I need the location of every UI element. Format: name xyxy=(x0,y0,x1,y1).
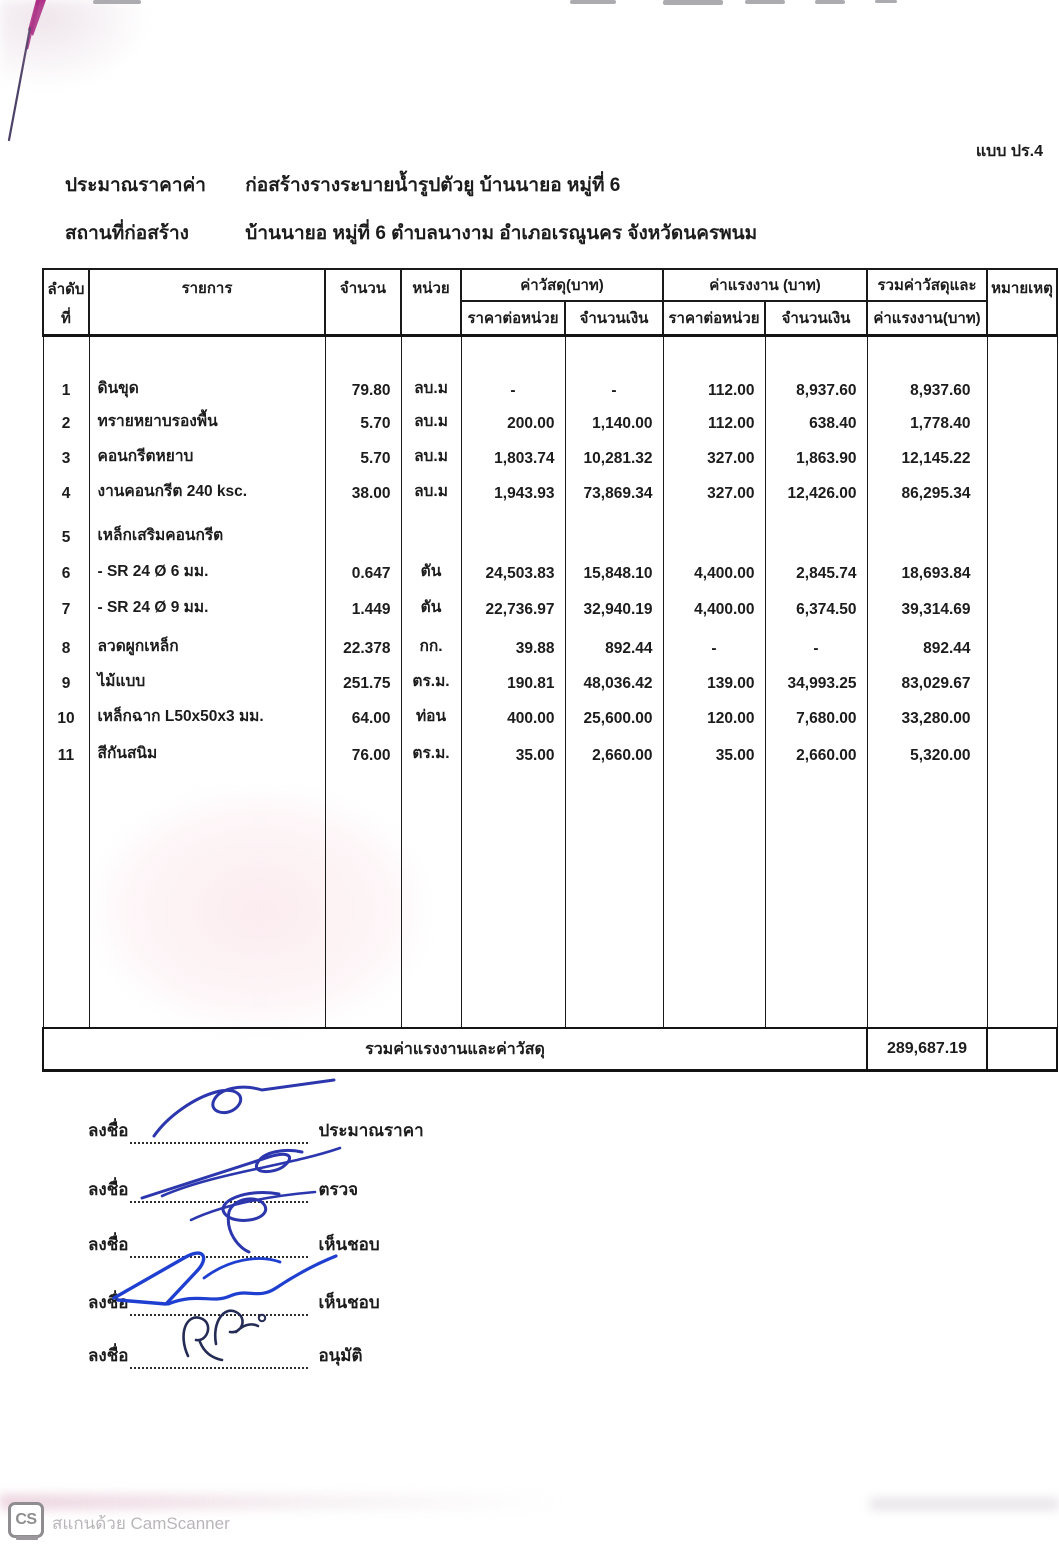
cell-note xyxy=(987,438,1057,473)
scan-smudge xyxy=(0,1494,560,1510)
table-row xyxy=(43,405,1057,438)
table-row xyxy=(43,733,1057,770)
col-header-no xyxy=(43,269,89,335)
cell-item: สีกันสนิม xyxy=(89,733,325,770)
summary-label: รวมค่าแรงงานและค่าวัสดุ xyxy=(43,1028,867,1071)
cost-estimate-table xyxy=(42,268,1056,1072)
cell-no: 10 xyxy=(43,698,89,733)
cell-lab-amount: 7,680.00 xyxy=(765,698,867,733)
cell-mat-amount: 32,940.19 xyxy=(565,588,663,624)
scan-edge-mark xyxy=(745,0,785,4)
cell-lab-amount: - xyxy=(765,624,867,663)
cell-total: 33,280.00 xyxy=(867,698,987,733)
summary-note xyxy=(987,1028,1057,1071)
cell-lab-amount: 6,374.50 xyxy=(765,588,867,624)
sign-label: ลงชื่อ xyxy=(88,1346,129,1365)
table-row xyxy=(43,698,1057,733)
cell-no: 11 xyxy=(43,733,89,770)
table-row xyxy=(43,508,1057,552)
col-header-total-line2: ค่าแรงงาน(บาท) xyxy=(867,301,987,335)
cell-total: 8,937.60 xyxy=(867,335,987,405)
estimate-title-line xyxy=(65,170,620,200)
cell-total: 86,295.34 xyxy=(867,473,987,508)
signature-role: ประมาณราคา xyxy=(318,1121,424,1140)
location-value: บ้านนายอ หมู่ที่ 6 ตำบลนางาม อำเภอเรณูนคร จังหวัดนครพนม xyxy=(245,223,758,244)
col-header-mat-amount: จำนวนเงิน xyxy=(565,301,663,335)
cell-mat-amount: 892.44 xyxy=(565,624,663,663)
col-header-mat-unit-price: ราคาต่อหน่วย xyxy=(461,301,565,335)
cell-unit: ลบ.ม xyxy=(401,473,461,508)
cell-mat-unit-price: 22,736.97 xyxy=(461,588,565,624)
cell-note xyxy=(987,335,1057,405)
cell-no: 6 xyxy=(43,552,89,588)
cell-unit: ท่อน xyxy=(401,698,461,733)
cell-lab-amount: 2,845.74 xyxy=(765,552,867,588)
cell-note xyxy=(987,473,1057,508)
cell-mat-amount: 48,036.42 xyxy=(565,663,663,698)
cell-unit: ลบ.ม xyxy=(401,405,461,438)
cell-note xyxy=(987,508,1057,552)
cell-mat-amount: 73,869.34 xyxy=(565,473,663,508)
cell-unit: ตัน xyxy=(401,552,461,588)
cell-qty: 76.00 xyxy=(325,733,401,770)
table-summary-row xyxy=(43,1028,1057,1071)
cell-lab-amount xyxy=(765,508,867,552)
cell-no: 5 xyxy=(43,508,89,552)
cell-lab-unit-price: 112.00 xyxy=(663,335,765,405)
cell-no: 1 xyxy=(43,335,89,405)
cell-note xyxy=(987,698,1057,733)
cell-note xyxy=(987,552,1057,588)
scan-edge-mark xyxy=(570,0,616,4)
cell-mat-amount: 15,848.10 xyxy=(565,552,663,588)
cell-lab-amount: 8,937.60 xyxy=(765,335,867,405)
cell-lab-amount: 12,426.00 xyxy=(765,473,867,508)
sign-label: ลงชื่อ xyxy=(88,1235,129,1254)
camscanner-logo xyxy=(8,1502,44,1538)
signature-line-approver xyxy=(88,1343,363,1369)
cell-total: 12,145.22 xyxy=(867,438,987,473)
signature-line-estimator xyxy=(88,1118,424,1144)
cell-total xyxy=(867,508,987,552)
table-row xyxy=(43,588,1057,624)
cell-total: 39,314.69 xyxy=(867,588,987,624)
cell-lab-unit-price: 327.00 xyxy=(663,473,765,508)
cell-item: ทรายหยาบรองพื้น xyxy=(89,405,325,438)
table-row xyxy=(43,624,1057,663)
cell-mat-amount: 1,140.00 xyxy=(565,405,663,438)
signature-role: ตรวจ xyxy=(318,1180,359,1199)
cell-total: 5,320.00 xyxy=(867,733,987,770)
table-row xyxy=(43,438,1057,473)
cell-mat-amount xyxy=(565,508,663,552)
cell-qty: 5.70 xyxy=(325,438,401,473)
cell-note xyxy=(987,588,1057,624)
signature-dotted-line xyxy=(130,1294,308,1316)
col-header-total-line1: รวมค่าวัสดุและ xyxy=(867,269,987,301)
cell-item: ลวดผูกเหล็ก xyxy=(89,624,325,663)
col-header-unit: หน่วย xyxy=(401,269,461,335)
cell-total: 83,029.67 xyxy=(867,663,987,698)
estimate-title-label: ประมาณราคาค่า xyxy=(65,175,206,196)
col-header-item: รายการ xyxy=(89,269,325,335)
cell-mat-unit-price: 1,803.74 xyxy=(461,438,565,473)
signature-role: เห็นชอบ xyxy=(318,1235,380,1254)
cell-qty xyxy=(325,508,401,552)
signature-dotted-line xyxy=(130,1122,308,1144)
scan-edge-mark xyxy=(93,0,141,4)
cell-lab-unit-price xyxy=(663,508,765,552)
signature-dotted-line xyxy=(130,1181,308,1203)
signature-dotted-line xyxy=(130,1347,308,1369)
cell-item: ไม้แบบ xyxy=(89,663,325,698)
cell-note xyxy=(987,733,1057,770)
location-line xyxy=(65,218,757,248)
cell-no: 3 xyxy=(43,438,89,473)
table-row xyxy=(43,473,1057,508)
cell-unit: ลบ.ม xyxy=(401,335,461,405)
sign-label: ลงชื่อ xyxy=(88,1121,129,1140)
cell-no: 2 xyxy=(43,405,89,438)
cell-qty: 0.647 xyxy=(325,552,401,588)
estimate-title-value: ก่อสร้างรางระบายน้ำรูปตัวยู บ้านนายอ หมู่ที่ 6 xyxy=(245,175,621,196)
cell-mat-amount: 2,660.00 xyxy=(565,733,663,770)
cell-no: 4 xyxy=(43,473,89,508)
cell-lab-unit-price: 4,400.00 xyxy=(663,588,765,624)
cell-qty: 22.378 xyxy=(325,624,401,663)
cell-note xyxy=(987,405,1057,438)
signature-line-endorser-1 xyxy=(88,1232,380,1258)
pen-mark-artifact xyxy=(0,0,70,150)
cell-qty: 79.80 xyxy=(325,335,401,405)
cell-unit xyxy=(401,508,461,552)
summary-value: 289,687.19 xyxy=(867,1028,987,1071)
cell-item: เหล็กเสริมคอนกรีต xyxy=(89,508,325,552)
cell-lab-unit-price: 35.00 xyxy=(663,733,765,770)
cell-mat-unit-price: 1,943.93 xyxy=(461,473,565,508)
cell-mat-amount: 25,600.00 xyxy=(565,698,663,733)
col-header-lab-unit-price: ราคาต่อหน่วย xyxy=(663,301,765,335)
cell-item: เหล็กฉาก L50x50x3 มม. xyxy=(89,698,325,733)
scan-edge-mark xyxy=(663,0,723,5)
cell-unit: ลบ.ม xyxy=(401,438,461,473)
form-code: แบบ ปร.4 xyxy=(975,143,1043,160)
cell-qty: 1.449 xyxy=(325,588,401,624)
camscanner-watermark-text: สแกนด้วย CamScanner xyxy=(52,1514,230,1533)
table-header-row-1 xyxy=(43,269,1057,301)
cell-total: 1,778.40 xyxy=(867,405,987,438)
cell-lab-unit-price: 139.00 xyxy=(663,663,765,698)
cell-lab-amount: 1,863.90 xyxy=(765,438,867,473)
cell-no: 9 xyxy=(43,663,89,698)
cell-note xyxy=(987,624,1057,663)
col-header-no-line1: ลำดับ xyxy=(47,281,85,298)
cell-lab-unit-price: 4,400.00 xyxy=(663,552,765,588)
col-header-no-line2: ที่ xyxy=(61,309,71,327)
cell-qty: 64.00 xyxy=(325,698,401,733)
cell-total: 18,693.84 xyxy=(867,552,987,588)
cell-mat-amount: 10,281.32 xyxy=(565,438,663,473)
cell-unit: กก. xyxy=(401,624,461,663)
cell-item: - SR 24 Ø 9 มม. xyxy=(89,588,325,624)
cell-mat-unit-price: 24,503.83 xyxy=(461,552,565,588)
table-row xyxy=(43,663,1057,698)
cell-lab-unit-price: - xyxy=(663,624,765,663)
col-header-note: หมายเหตุ xyxy=(987,269,1057,335)
camscanner-logo-text: CS xyxy=(15,1511,37,1528)
table-empty-space xyxy=(43,770,1057,1028)
signature-line-endorser-2 xyxy=(88,1290,380,1316)
col-header-lab-amount: จำนวนเงิน xyxy=(765,301,867,335)
cell-mat-unit-price: 400.00 xyxy=(461,698,565,733)
sign-label: ลงชื่อ xyxy=(88,1180,129,1199)
cell-no: 8 xyxy=(43,624,89,663)
cell-lab-unit-price: 120.00 xyxy=(663,698,765,733)
cell-lab-amount: 2,660.00 xyxy=(765,733,867,770)
cell-mat-amount: - xyxy=(565,335,663,405)
cell-lab-unit-price: 112.00 xyxy=(663,405,765,438)
cell-qty: 251.75 xyxy=(325,663,401,698)
cell-item: ดินขุด xyxy=(89,335,325,405)
table-row xyxy=(43,335,1057,405)
cell-mat-unit-price xyxy=(461,508,565,552)
cell-qty: 38.00 xyxy=(325,473,401,508)
cell-unit: ตร.ม. xyxy=(401,663,461,698)
sign-label: ลงชื่อ xyxy=(88,1293,129,1312)
scan-edge-mark xyxy=(815,0,845,4)
cell-mat-unit-price: 190.81 xyxy=(461,663,565,698)
cell-mat-unit-price: 200.00 xyxy=(461,405,565,438)
signature-dotted-line xyxy=(130,1236,308,1258)
camscanner-logo-base xyxy=(16,1536,38,1540)
scan-edge-mark xyxy=(875,0,897,3)
location-label: สถานที่ก่อสร้าง xyxy=(65,223,189,244)
cell-mat-unit-price: 39.88 xyxy=(461,624,565,663)
cell-mat-unit-price: - xyxy=(461,335,565,405)
col-group-labor: ค่าแรงงาน (บาท) xyxy=(663,269,867,301)
scan-smudge xyxy=(870,1498,1059,1510)
cell-item: - SR 24 Ø 6 มม. xyxy=(89,552,325,588)
cell-qty: 5.70 xyxy=(325,405,401,438)
cell-lab-unit-price: 327.00 xyxy=(663,438,765,473)
signature-line-inspector xyxy=(88,1177,358,1203)
cell-unit: ตร.ม. xyxy=(401,733,461,770)
table-row xyxy=(43,552,1057,588)
cell-lab-amount: 34,993.25 xyxy=(765,663,867,698)
cell-lab-amount: 638.40 xyxy=(765,405,867,438)
cell-unit: ตัน xyxy=(401,588,461,624)
cell-no: 7 xyxy=(43,588,89,624)
signature-role: อนุมัติ xyxy=(318,1346,363,1365)
signature-role: เห็นชอบ xyxy=(318,1293,380,1312)
cell-mat-unit-price: 35.00 xyxy=(461,733,565,770)
cell-note xyxy=(987,663,1057,698)
cell-item: คอนกรีตหยาบ xyxy=(89,438,325,473)
cell-item: งานคอนกรีต 240 ksc. xyxy=(89,473,325,508)
col-group-material: ค่าวัสดุ(บาท) xyxy=(461,269,663,301)
cell-total: 892.44 xyxy=(867,624,987,663)
col-header-qty: จำนวน xyxy=(325,269,401,335)
